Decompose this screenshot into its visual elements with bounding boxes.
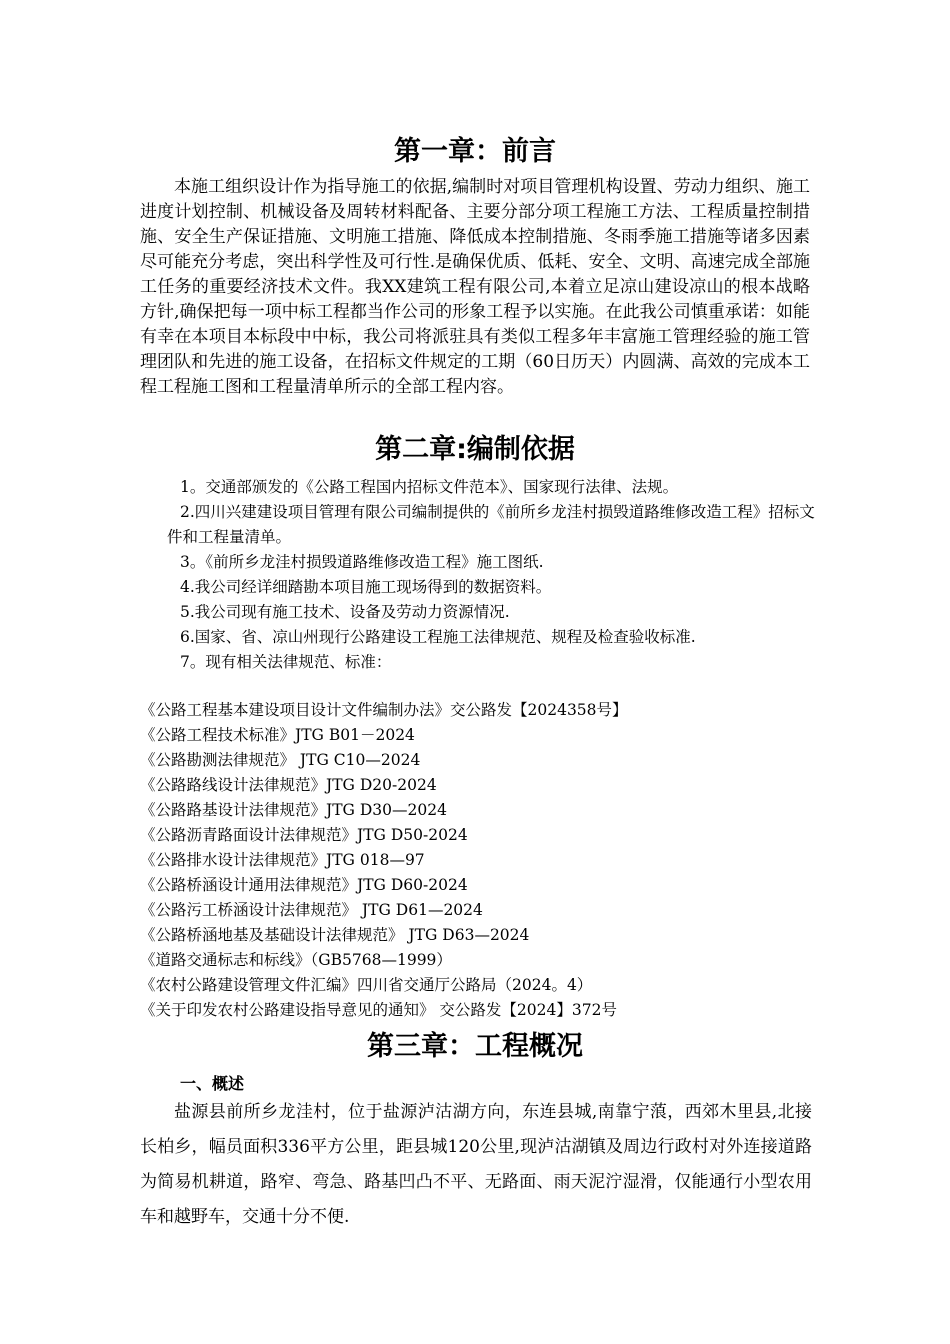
chapter-1-paragraph: 本施工组织设计作为指导施工的依据,编制时对项目管理机构设置、劳动力组织、施工进度计划控制、机械设备及周转材料配备、主要分部分项工程施工方法、工程质量控制措施、安全生产保证措施、文明施工措施、降低成本控制措施、冬雨季施工措施等诸多因素尽可能充分考虑，突出科学性及可行性.是确保优质、低耗、安全、文明、高速完成全部施工任务的重要经济技术文件。我XX建筑工程有限公司,本着立足凉山建设凉山的根本战略方针,确保把每一项中标工程都当作公司的形象工程予以实施。在此我公司慎重承诺：如能有幸在本项目本标段中中标，我公司将派驻具有类似工程多年丰富施工管理经验的施工管理团队和先进的施工设备，在招标文件规定的工期（60日历天）内圆满、高效的完成本工程工程施工图和工程量清单所示的全部工程内容。 — [140, 177, 810, 397]
section-overview-paragraph: 盐源县前所乡龙洼村，位于盐源泸沽湖方向，东连县城,南靠宁蒗，西郊木里县,北接长柏乡，幅员面积336平方公里，距县城120公里,现泸沽湖镇及周边行政村对外连接道路为简易机耕道，路窄、弯急、路基凹凸不平、无路面、雨天泥泞湿滑，仅能通行小型农用车和越野车，交通十分不便. — [140, 1102, 812, 1227]
section-overview-heading: 一、概述 — [180, 1074, 245, 1093]
basis-item-4: 4.我公司经详细踏勘本项目施工现场得到的数据资料。 — [180, 578, 552, 596]
basis-item-1: 1。交通部颁发的《公路工程国内招标文件范本》、国家现行法律、法规。 — [180, 478, 679, 496]
standard-item-6: 《公路沥青路面设计法律规范》JTG D50-2024 — [140, 826, 468, 844]
standards-list — [140, 698, 815, 1023]
standard-item-7: 《公路排水设计法律规范》JTG 018—97 — [140, 851, 425, 869]
standard-item-10: 《公路桥涵地基及基础设计法律规范》 JTG D63—2024 — [140, 926, 530, 944]
standard-item-5: 《公路路基设计法律规范》JTG D30—2024 — [140, 801, 447, 819]
standard-item-12: 《农村公路建设管理文件汇编》四川省交通厅公路局（2024。4） — [140, 976, 593, 994]
standard-item-13: 《关于印发农村公路建设指导意见的通知》 交公路发【2024】372号 — [140, 1001, 617, 1019]
standard-item-8: 《公路桥涵设计通用法律规范》JTG D60-2024 — [140, 876, 468, 894]
standard-item-3: 《公路勘测法律规范》 JTG C10—2024 — [140, 751, 421, 769]
basis-item-6: 6.国家、省、凉山州现行公路建设工程施工法律规范、规程及检查验收标准. — [180, 628, 696, 646]
basis-item-7: 7。现有相关法律规范、标准： — [180, 653, 392, 671]
chapter-1-title: 第一章：前言 — [394, 136, 556, 167]
standard-item-9: 《公路污工桥涵设计法律规范》 JTG D61—2024 — [140, 901, 483, 919]
standard-item-2: 《公路工程技术标准》JTG B01－2024 — [140, 726, 415, 744]
basis-item-2: 2.四川兴建建设项目管理有限公司编制提供的《前所乡龙洼村损毁道路维修改造工程》招标文件和工程量清单。 — [167, 503, 815, 546]
standard-item-11: 《道路交通标志和标线》（GB5768—1999） — [140, 951, 452, 969]
basis-list — [140, 475, 815, 675]
basis-item-5: 5.我公司现有施工技术、设备及劳动力资源情况. — [180, 603, 510, 621]
standard-item-4: 《公路路线设计法律规范》JTG D20-2024 — [140, 776, 437, 794]
standard-item-1: 《公路工程基本建设项目设计文件编制办法》交公路发【2024358号】 — [140, 701, 628, 719]
basis-item-3: 3。《前所乡龙洼村损毁道路维修改造工程》施工图纸. — [180, 553, 544, 571]
chapter-3-title: 第三章：工程概况 — [367, 1031, 583, 1062]
chapter-2-title: 第二章:编制依据 — [375, 434, 575, 465]
